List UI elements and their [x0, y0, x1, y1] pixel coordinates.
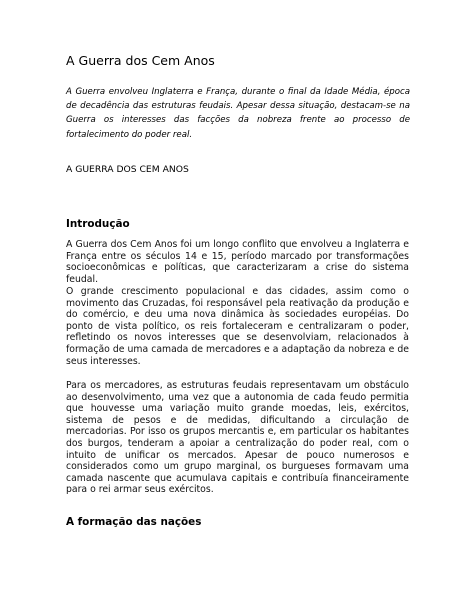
intro-heading: Introdução	[66, 218, 130, 230]
intro-paragraph-2: O grande crescimento populacional e das cidades, assim como o movimento das Cruzadas, foi responsável pela reativação da produção e do comércio, e deu uma nova dinâmica às sociedades européias. Do ponto de vista político, os reis fortaleceram e centralizaram o poder, refletindo os novos interesses que se desenvolviam, relacionados à formação de uma camada de mercadores e a adaptação da nobreza e de seus interesses.	[66, 286, 409, 367]
document-title: A Guerra dos Cem Anos	[66, 53, 215, 68]
formacao-heading: A formação das nações	[66, 516, 202, 528]
intro-paragraph-1: A Guerra dos Cem Anos foi um longo conflito que envolveu a Inglaterra e França entre os séculos 14 e 15, período marcado por transformações socioeconômicas e políticas, que caracterizaram a crise do sistema feudal.	[66, 239, 409, 285]
document-abstract: A Guerra envolveu Inglaterra e França, durante o final da Idade Média, época de decadência das estruturas feudais. Apesar dessa situação, destacam-se na Guerra os interesses das facções da nobreza frente ao processo de fortalecimento do poder real.	[66, 87, 410, 140]
section-caps-title: A GUERRA DOS CEM ANOS	[66, 164, 189, 175]
intro-paragraph-3: Para os mercadores, as estruturas feudais representavam um obstáculo ao desenvolvimento, uma vez que a autonomia de cada feudo permitia que houvesse uma variação muito grande moedas, leis, exércitos, sistema de pesos e de medidas, dificultando a circulação de mercadorias. Por isso os grupos mercantis e, em particular os habitantes dos burgos, tenderam a apoiar a centralização do poder real, com o intuito de unificar os mercados. Apesar de pouco numerosos e considerados como um grupo marginal, os burgueses formavam uma camada nascente que acumulava capitais e contribuía financeiramente para o rei armar seus exércitos.	[66, 380, 409, 496]
